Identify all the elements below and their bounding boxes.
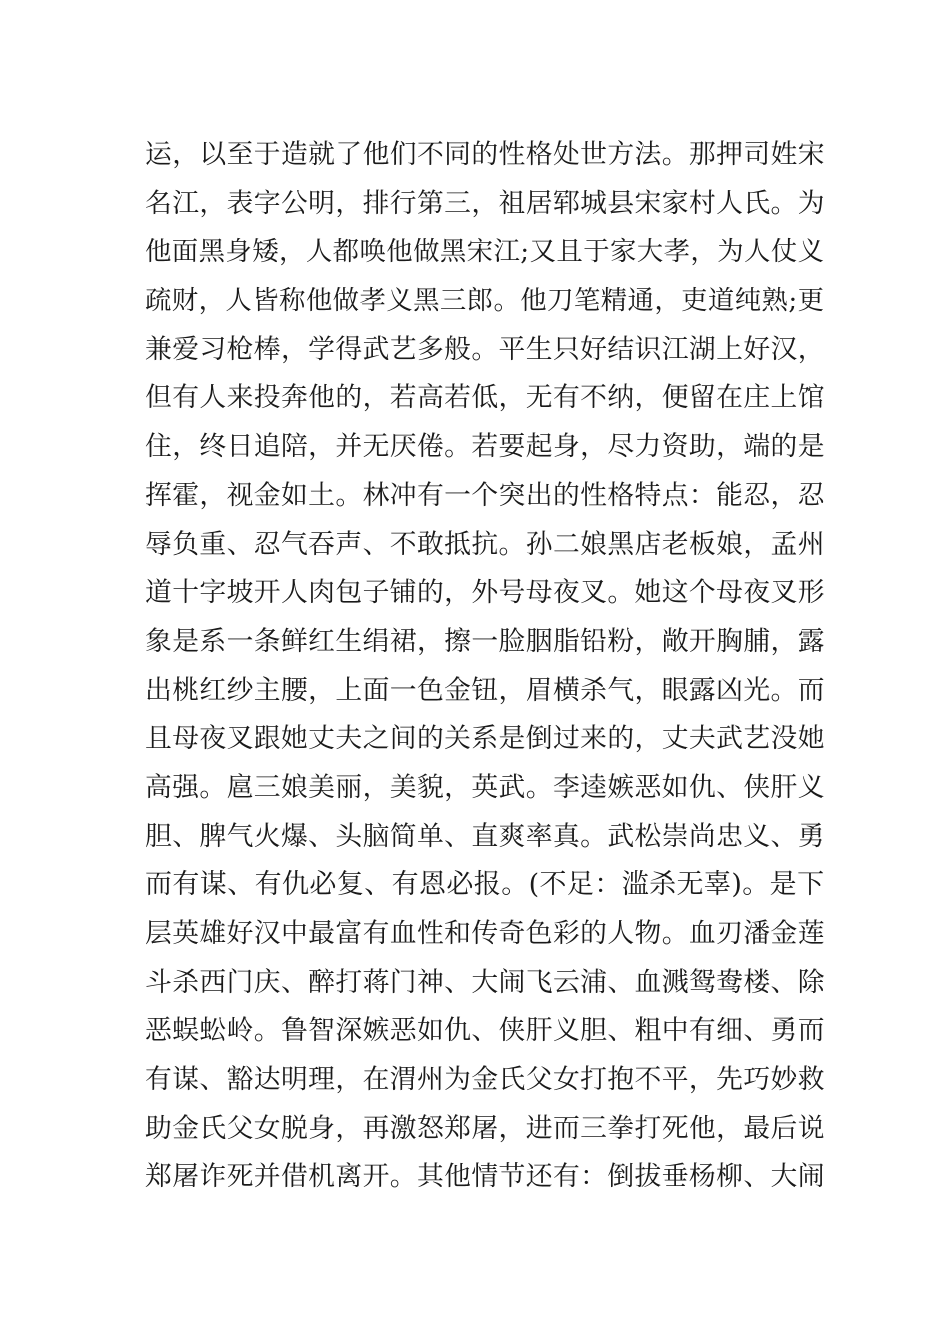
text-line: 道十字坡开人肉包子铺的，外号母夜叉。她这个母夜叉形: [145, 577, 825, 609]
text-line: 住，终日追陪，并无厌倦。若要起身，尽力资助，端的是: [145, 431, 825, 463]
text-line: 名江，表字公明，排行第三，祖居郓城县宋家村人氏。为: [145, 187, 825, 219]
text-line: 但有人来投奔他的，若高若低，无有不纳，便留在庄上馆: [145, 382, 825, 414]
text-line: 他面黑身矮，人都唤他做黑宋江;又且于家大孝，为人仗义: [145, 236, 825, 268]
text-line: 象是系一条鲜红生绢裙，擦一脸胭脂铅粉，敞开胸脯，露: [145, 625, 825, 657]
text-line: 兼爱习枪棒，学得武艺多般。平生只好结识江湖上好汉，: [145, 333, 825, 365]
text-line: 而有谋、有仇必复、有恩必报。(不足：滥杀无辜)。是下: [145, 869, 825, 901]
body-text: [145, 131, 825, 1202]
text-line: 运，以至于造就了他们不同的性格处世方法。那押司姓宋: [145, 139, 825, 170]
text-line: 有谋、豁达明理，在渭州为金氏父女打抱不平，先巧妙救: [145, 1064, 825, 1096]
text-line: 郑屠诈死并借机离开。其他情节还有：倒拔垂杨柳、大闹: [145, 1161, 825, 1193]
text-line: 斗杀西门庆、醉打蒋门神、大闹飞云浦、血溅鸳鸯楼、除: [145, 966, 825, 998]
text-line: 且母夜叉跟她丈夫之间的关系是倒过来的，丈夫武艺没她: [145, 723, 825, 755]
text-line: 高强。扈三娘美丽，美貌，英武。李逵嫉恶如仇、侠肝义: [145, 771, 825, 803]
text-line: 出桃红纱主腰，上面一色金钮，眉横杀气，眼露凶光。而: [145, 674, 825, 706]
text-line: 挥霍，视金如土。林冲有一个突出的性格特点：能忍，忍: [145, 479, 825, 511]
text-line: 胆、脾气火爆、头脑简单、直爽率真。武松崇尚忠义、勇: [145, 820, 825, 852]
text-line: 层英雄好汉中最富有血性和传奇色彩的人物。血刃潘金莲: [145, 918, 825, 949]
text-line: 恶蜈蚣岭。鲁智深嫉恶如仇、侠肝义胆、粗中有细、勇而: [145, 1015, 825, 1047]
text-line: 辱负重、忍气吞声、不敢抵抗。孙二娘黑店老板娘，孟州: [145, 528, 825, 560]
text-line: 疏财，人皆称他做孝义黑三郎。他刀笔精通，吏道纯熟;更: [145, 285, 825, 317]
text-line: 助金氏父女脱身，再激怒郑屠，进而三拳打死他，最后说: [145, 1112, 825, 1144]
